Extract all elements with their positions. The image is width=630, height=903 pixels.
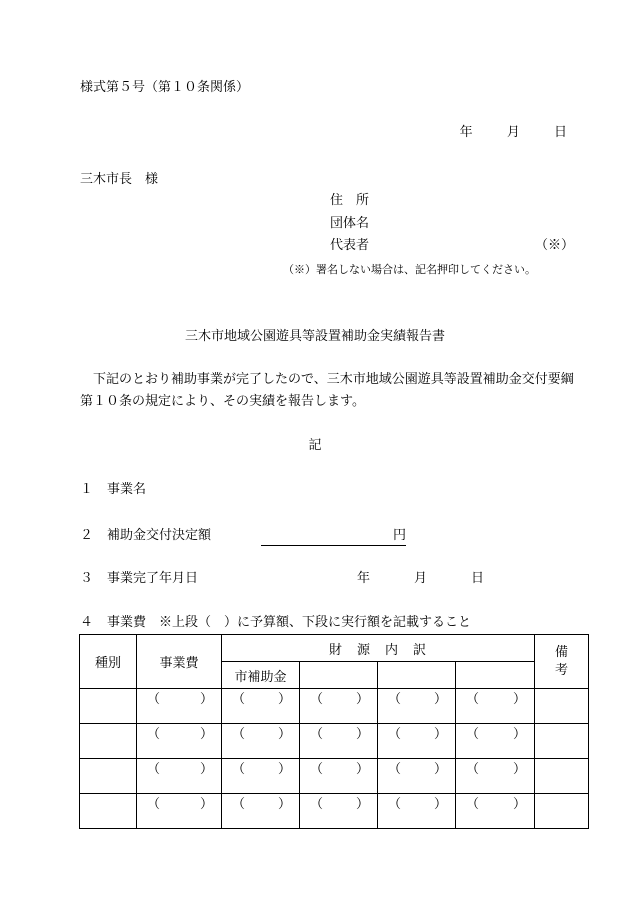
remarks-cell[interactable] (535, 759, 589, 794)
paren-open: （ (310, 727, 324, 742)
paren-close: ） (355, 797, 369, 812)
paren-open: （ (147, 727, 161, 742)
amount-cell[interactable] (378, 794, 456, 829)
amount-cell[interactable] (222, 794, 300, 829)
table-row (80, 794, 589, 829)
header-funding-blank (456, 662, 535, 689)
item-project-name (80, 482, 146, 498)
organization-label: 団体名 (330, 216, 370, 231)
paren-close: ） (277, 762, 291, 777)
paren-close: ） (433, 727, 447, 742)
amount-cell[interactable] (300, 794, 378, 829)
representative-label: 代表者 (330, 238, 370, 253)
paren-open: （ (466, 692, 480, 707)
paren-close: ） (199, 762, 213, 777)
item-label: 補助金交付決定額 (107, 528, 212, 543)
paren-open: （ (147, 797, 161, 812)
form-number: 様式第５号（第１０条関係） (80, 80, 250, 95)
header-city-subsidy: 市補助金 (222, 662, 300, 689)
seal-mark: （※） (535, 238, 575, 253)
amount-cell[interactable] (222, 724, 300, 759)
paren-close: ） (433, 797, 447, 812)
report-date (434, 125, 567, 141)
paren-open: （ (310, 797, 324, 812)
body-text: 下記のとおり補助事業が完了したので、三木市地域公園遊具等設置補助金交付要綱第１０条の規定により、その実績を報告します。 (80, 372, 574, 409)
amount-cell[interactable] (137, 794, 222, 829)
type-cell[interactable] (80, 724, 137, 759)
paren-open: （ (310, 762, 324, 777)
date-year-label: 年 (459, 125, 473, 140)
paren-open: （ (310, 692, 324, 707)
paren-open: （ (466, 762, 480, 777)
paren-close: ） (199, 727, 213, 742)
remarks-char-1: 備 (554, 644, 568, 660)
amount-cell[interactable] (137, 689, 222, 724)
amount-cell[interactable] (456, 759, 535, 794)
paren-close: ） (433, 762, 447, 777)
paren-open: （ (388, 692, 402, 707)
paren-close: ） (433, 692, 447, 707)
item-completion-date (80, 571, 198, 587)
addressee: 三木市長 様 (80, 172, 159, 187)
item-project-cost (80, 615, 471, 631)
item-number: ３ (80, 571, 94, 586)
paren-close: ） (512, 692, 526, 707)
item-number: ２ (80, 528, 94, 543)
paren-open: （ (147, 692, 161, 707)
amount-cell[interactable] (456, 724, 535, 759)
header-cost: 事業費 (137, 635, 222, 689)
header-type: 種別 (80, 635, 137, 689)
header-remarks (535, 635, 589, 689)
paren-open: （ (232, 727, 246, 742)
remarks-cell[interactable] (535, 794, 589, 829)
header-funding-breakdown: 財 源 内 訳 (222, 635, 535, 662)
completion-day-label: 日 (471, 571, 485, 586)
completion-year-label: 年 (357, 571, 371, 586)
item-label: 事業完了年月日 (107, 571, 199, 586)
paren-open: （ (388, 762, 402, 777)
paren-close: ） (199, 692, 213, 707)
type-cell[interactable] (80, 794, 137, 829)
paren-open: （ (147, 762, 161, 777)
paren-open: （ (232, 692, 246, 707)
date-month-label: 月 (506, 125, 520, 140)
paren-open: （ (466, 727, 480, 742)
type-cell[interactable] (80, 759, 137, 794)
paren-close: ） (355, 762, 369, 777)
paren-close: ） (512, 797, 526, 812)
amount-cell[interactable] (378, 724, 456, 759)
paren-close: ） (277, 797, 291, 812)
paren-open: （ (388, 797, 402, 812)
paren-close: ） (277, 727, 291, 742)
table-row (80, 759, 589, 794)
completion-month-label: 月 (414, 571, 428, 586)
amount-cell[interactable] (300, 724, 378, 759)
paren-open: （ (232, 762, 246, 777)
paren-open: （ (388, 727, 402, 742)
paren-open: （ (232, 797, 246, 812)
remarks-char-2: 考 (554, 662, 568, 678)
amount-cell[interactable] (456, 794, 535, 829)
completion-date-field[interactable] (357, 571, 484, 587)
cost-table (79, 634, 589, 829)
amount-cell[interactable] (456, 689, 535, 724)
amount-cell[interactable] (378, 759, 456, 794)
paren-close: ） (355, 692, 369, 707)
remarks-cell[interactable] (535, 689, 589, 724)
paren-close: ） (199, 797, 213, 812)
yen-unit: 円 (392, 528, 406, 543)
grant-amount-field[interactable] (261, 528, 406, 546)
item-label: 事業費 ※上段（ ）に予算額、下段に実行額を記載すること (107, 615, 472, 630)
amount-cell[interactable] (300, 689, 378, 724)
amount-cell[interactable] (137, 759, 222, 794)
paren-close: ） (512, 727, 526, 742)
amount-cell[interactable] (378, 689, 456, 724)
type-cell[interactable] (80, 689, 137, 724)
address-label: 住 所 (330, 193, 370, 208)
paren-close: ） (355, 727, 369, 742)
signature-note: （※）署名しない場合は、記名押印してください。 (283, 263, 536, 276)
amount-cell[interactable] (222, 689, 300, 724)
amount-cell[interactable] (300, 759, 378, 794)
remarks-cell[interactable] (535, 724, 589, 759)
item-grant-amount (80, 528, 211, 544)
paren-open: （ (466, 797, 480, 812)
header-funding-blank (378, 662, 456, 689)
ki-heading: 記 (308, 438, 322, 453)
amount-cell[interactable] (222, 759, 300, 794)
paren-close: ） (277, 692, 291, 707)
item-label: 事業名 (107, 482, 147, 497)
item-number: １ (80, 482, 94, 497)
paren-close: ） (512, 762, 526, 777)
table-row (80, 724, 589, 759)
table-row (80, 689, 589, 724)
date-day-label: 日 (553, 125, 567, 140)
amount-cell[interactable] (137, 724, 222, 759)
item-number: ４ (80, 615, 94, 630)
document-title: 三木市地域公園遊具等設置補助金実績報告書 (184, 329, 445, 344)
header-funding-blank (300, 662, 378, 689)
